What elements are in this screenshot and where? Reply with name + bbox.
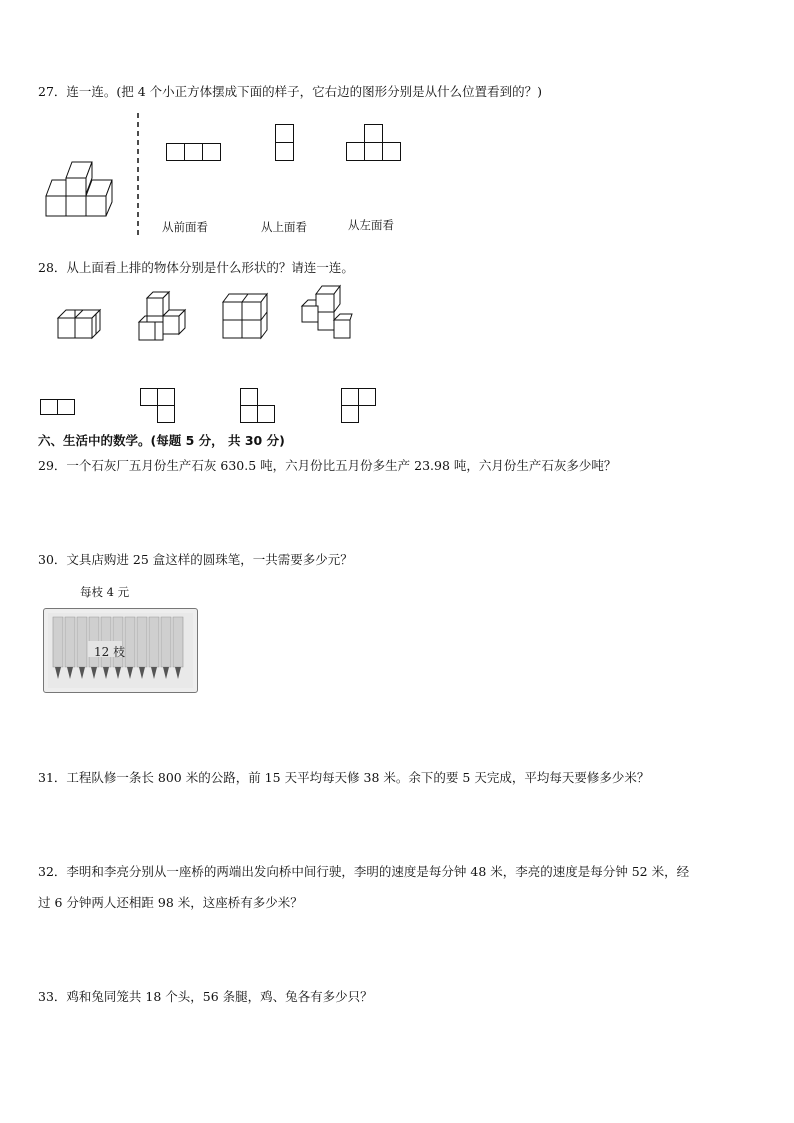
view-shape-1 [166,143,222,161]
question-29: 29．一个石灰厂五月份生产石灰 630.5 吨，六月份比五月份多生产 23.98 吨，六月份生产石灰多少吨？ [38,458,617,473]
section-6-heading: 六、生活中的数学。(每题 5 分， 共 30 分) [38,433,285,448]
view-shape-2 [275,124,295,162]
question-28: 28．从上面看上排的物体分别是什么形状的？请连一连。 [38,260,354,275]
pen-box [43,608,198,693]
view-label-left: 从左面看 [348,218,394,232]
question-32-line-1: 32．李明和李亮分别从一座桥的两端出发向桥中间行驶，李明的速度是每分钟 48 米，李亮的速度是每分钟 52 米，经 [38,864,690,879]
object-2 [137,292,189,342]
dashed-divider [136,113,140,237]
cube-stack-figure-27 [44,158,124,218]
question-31: 31．工程队修一条长 800 米的公路，前 15 天平均每天修 38 米。余下的要 5 天完成，平均每天要修多少米？ [38,770,650,785]
object-4 [300,286,354,342]
question-27: 27．连一连。(把 4 个小正方体摆成下面的样子，它右边的图形分别是从什么位置看到的？) [38,84,543,99]
top-view-3 [240,388,276,424]
pen-count-label: 12 枝 [94,645,126,659]
question-33: 33．鸡和兔同笼共 18 个头，56 条腿，鸡、兔各有多少只？ [38,989,373,1004]
object-3 [221,294,269,340]
view-label-top: 从上面看 [261,220,307,234]
view-label-front: 从前面看 [162,220,208,234]
top-view-4 [341,388,377,424]
view-shape-3 [346,124,402,162]
pen-price-label: 每枝 4 元 [80,585,130,599]
object-1 [56,304,104,340]
top-view-2 [140,388,176,424]
question-30: 30．文具店购进 25 盒这样的圆珠笔，一共需要多少元？ [38,552,353,567]
top-view-1 [40,399,76,417]
question-32-line-2: 过 6 分钟两人还相距 98 米，这座桥有多少米？ [38,895,303,910]
